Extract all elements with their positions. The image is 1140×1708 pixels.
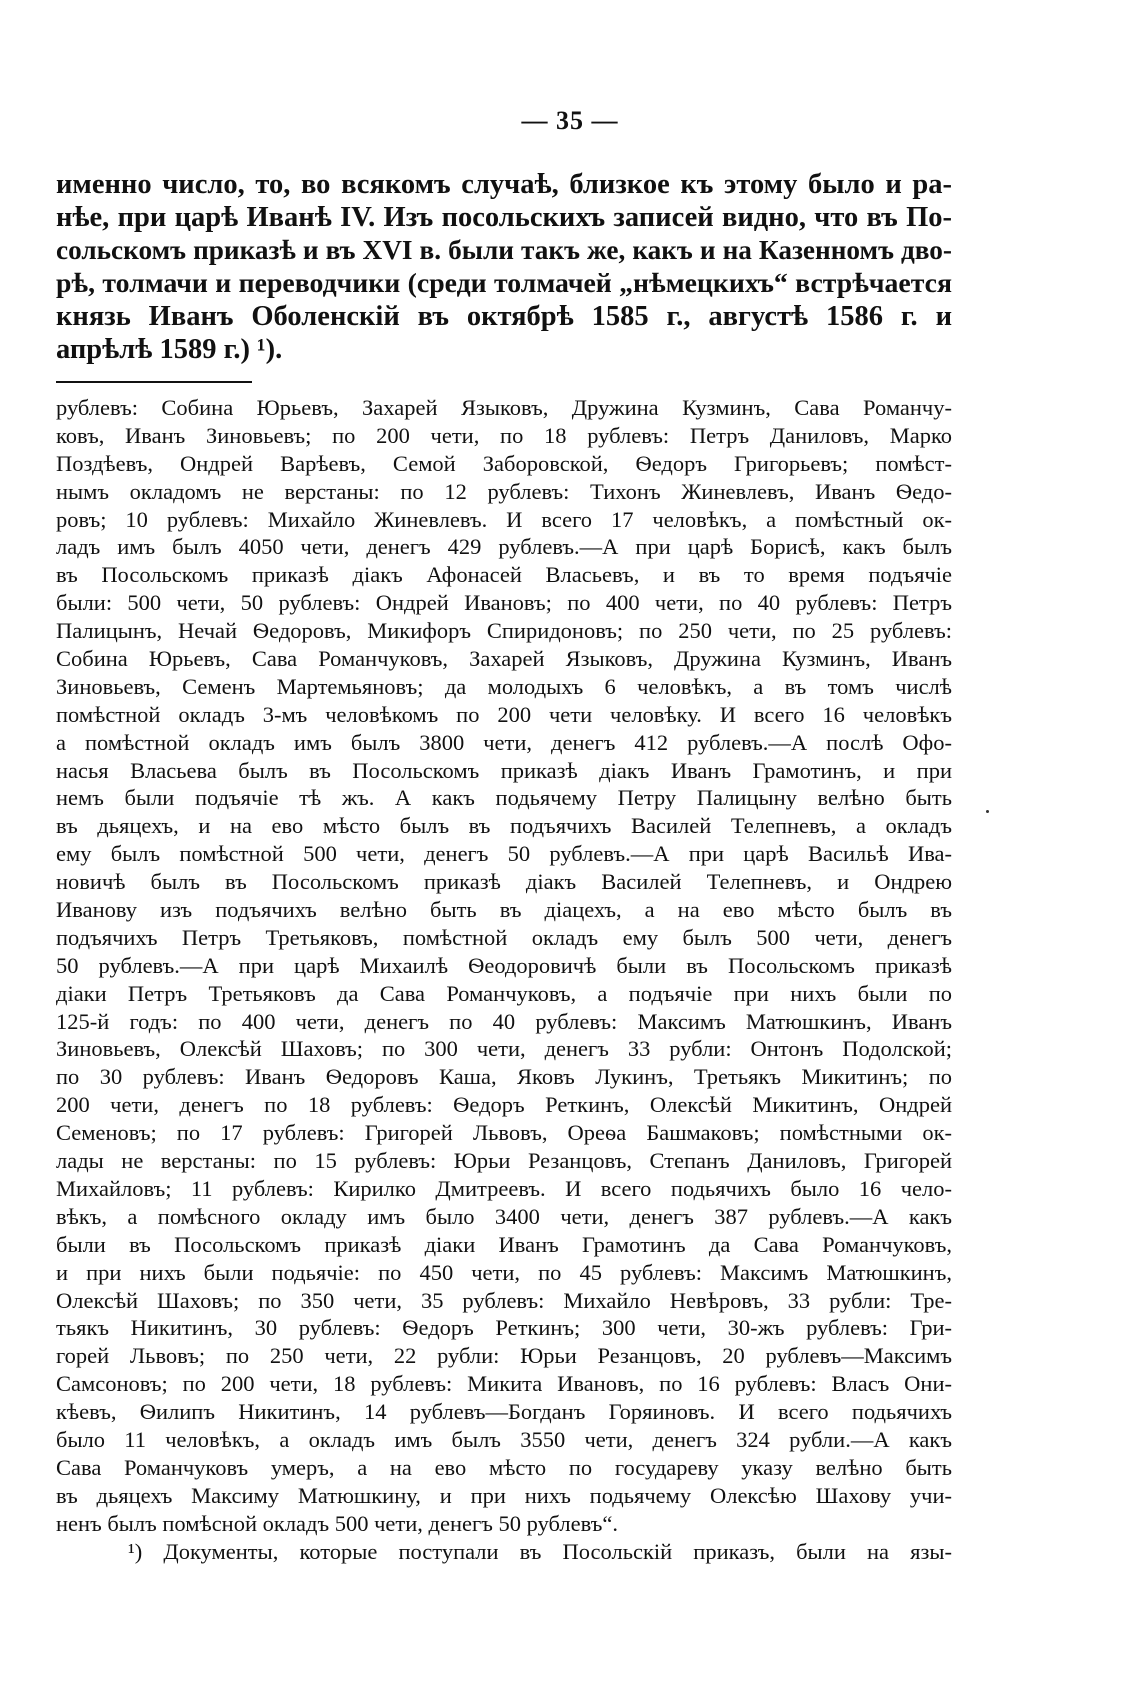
footnote-line: Семеновъ; по 17 рублевъ: Григорей Львовъ, Ореѳа Башмаковъ; помѣстными ок-	[56, 1120, 952, 1146]
footnote-line: Палицынъ, Нечай Ѳедоровъ, Микифоръ Спиридоновъ; по 250 чети, по 25 рублевъ:	[56, 618, 952, 644]
footnote-line: Поздѣевъ, Ондрей Варѣевъ, Семой Заборовской, Ѳедоръ Григорьевъ; помѣст-	[56, 450, 952, 476]
footnote-line: въ дьяцехъ Максиму Матюшкину, и при нихъ подьячему Олексѣю Шахову учи-	[56, 1482, 952, 1508]
footnote-line: подъячихъ Петръ Третьяковъ, помѣстной окладъ ему былъ 500 чети, денегъ	[56, 924, 952, 950]
footnote-line: ему былъ помѣстной 500 чети, денегъ 50 рублевъ.—А при царѣ Васильѣ Ива-	[56, 841, 952, 867]
footnote-line: горей Львовъ; по 250 чети, 22 рубли: Юрьи Резанцовъ, 20 рублевъ—Максимъ	[56, 1343, 952, 1369]
footnote-line: 50 рублевъ.—А при царѣ Михаилѣ Ѳеодоровичѣ были въ Посольскомъ приказѣ	[56, 952, 952, 978]
footnote-line: лады не верстаны: по 15 рублевъ: Юрьи Резанцовъ, Степанъ Даниловъ, Григорей	[56, 1148, 952, 1174]
footnote-line: 125-й годъ: по 400 чети, денегъ по 40 рублевъ: Максимъ Матюшкинъ, Иванъ	[56, 1008, 952, 1034]
footnote-line: діаки Петръ Третьяковъ да Сава Романчуковъ, а подъячіе при нихъ были по	[56, 980, 952, 1006]
footnote-divider	[56, 381, 252, 383]
footnote-line: по 30 рублевъ: Иванъ Ѳедоровъ Каша, Яковъ Лукинъ, Третьякъ Микитинъ; по	[56, 1064, 952, 1090]
footnote-line: ковъ, Иванъ Зиновьевъ; по 200 чети, по 18 рублевъ: Петръ Даниловъ, Марко	[56, 422, 952, 448]
footnote-line: въ дьяцехъ, и на ево мѣсто былъ въ подъячихъ Василей Телепневъ, а окладъ	[56, 813, 952, 839]
footnote-line: немъ были подъячіе тѣ жъ. А какъ подьячему Петру Палицыну велѣно быть	[56, 785, 952, 811]
main-line: сольскомъ приказѣ и въ XVI в. были такъ же, какъ и на Казенномъ дво-	[56, 235, 952, 265]
footnote-line: было 11 человѣкъ, а окладъ имъ былъ 3550 чети, денегъ 324 рубли.—А какъ	[56, 1426, 952, 1452]
footnote-line: въ Посольскомъ приказѣ діакъ Афонасей Власьевъ, и въ то время подъячіе	[56, 562, 952, 588]
footnote-line: Зиновьевъ, Семенъ Мартемьяновъ; да молодыхъ 6 человѣкъ, а въ томъ числѣ	[56, 673, 952, 699]
footnote-line: а помѣстной окладъ имъ былъ 3800 чети, денегъ 412 рублевъ.—А послѣ Офо-	[56, 729, 952, 755]
footnote-line: и при нихъ были подьячіе: по 450 чети, по 45 рублевъ: Максимъ Матюшкинъ,	[56, 1259, 952, 1285]
footnote-line: Самсоновъ; по 200 чети, 18 рублевъ: Микита Ивановъ, по 16 рублевъ: Власъ Они-	[56, 1371, 952, 1397]
footnote-line: ненъ былъ помѣсной окладъ 500 чети, денегъ 50 рублевъ“.	[56, 1510, 618, 1536]
footnote-line: Сава Романчуковъ умеръ, а на ево мѣсто по государеву указу велѣно быть	[56, 1454, 952, 1480]
footnote-line: нымъ окладомъ не верстаны: по 12 рублевъ: Тихонъ Жиневлевъ, Иванъ Ѳедо-	[56, 478, 952, 504]
footnote-line: были: 500 чети, 50 рублевъ: Ондрей Ивановъ; по 400 чети, по 40 рублевъ: Петръ	[56, 590, 952, 616]
page-number: — 35 —	[521, 106, 619, 135]
footnote-line: были въ Посольскомъ приказѣ діаки Иванъ Грамотинъ да Сава Романчуковъ,	[56, 1231, 952, 1257]
main-line: рѣ, толмачи и переводчики (среди толмачей „нѣмецкихъ“ встрѣчается	[56, 268, 952, 299]
footnote-line: Михайловъ; 11 рублевъ: Кирилко Дмитреевъ. И всего подьячихъ было 16 чело-	[56, 1175, 952, 1201]
footnote-line: новичѣ былъ въ Посольскомъ приказѣ діакъ Василей Телепневъ, и Ондрею	[56, 869, 952, 895]
main-line: именно число, то, во всякомъ случаѣ, близкое къ этому было и ра-	[56, 169, 952, 200]
footnote-line: тьякъ Никитинъ, 30 рублевъ: Ѳедоръ Реткинъ; 300 чети, 30-жъ рублевъ: Гри-	[56, 1315, 952, 1341]
main-line: князь Иванъ Оболенскій въ октябрѣ 1585 г., августѣ 1586 г. и	[56, 301, 952, 332]
main-line: нѣе, при царѣ Иванѣ IV. Изъ посольскихъ записей видно, что въ По-	[56, 202, 952, 233]
footnote-line: ладъ имъ былъ 4050 чети, денегъ 429 рублевъ.—А при царѣ Борисѣ, какъ былъ	[56, 534, 952, 560]
footnote-block	[56, 394, 952, 1565]
main-line: апрѣлѣ 1589 г.) ¹).	[56, 334, 283, 365]
main-paragraph	[56, 168, 952, 366]
footnote-line: Иванову изъ подъячихъ велѣно быть въ діацехъ, а на ево мѣсто былъ въ	[56, 897, 952, 923]
footnote-line: Зиновьевъ, Олексѣй Шаховъ; по 300 чети, денегъ 33 рубли: Онтонъ Подолской;	[56, 1036, 952, 1062]
footnote-1: ¹) Документы, которые поступали въ Посольскій приказъ, были на язы-	[128, 1538, 952, 1564]
footnote-line: 200 чети, денегъ по 18 рублевъ: Ѳедоръ Реткинъ, Олексѣй Микитинъ, Ондрей	[56, 1092, 952, 1118]
stray-ink-mark	[986, 810, 989, 813]
footnote-line: помѣстной окладъ 3-мъ человѣкомъ по 200 чети человѣку. И всего 16 человѣкъ	[56, 701, 952, 727]
footnote-line: ровъ; 10 рублевъ: Михайло Жиневлевъ. И всего 17 человѣкъ, а помѣстный ок-	[56, 506, 952, 532]
footnote-line: Собина Юрьевъ, Сава Романчуковъ, Захарей Языковъ, Дружина Кузминъ, Иванъ	[56, 646, 952, 672]
footnote-line: насья Власьева былъ въ Посольскомъ приказѣ діакъ Иванъ Грамотинъ, и при	[56, 757, 952, 783]
footnote-line: Олексѣй Шаховъ; по 350 чети, 35 рублевъ: Михайло Невѣровъ, 33 рубли: Тре-	[56, 1287, 952, 1313]
footnote-line: вѣкъ, а помѣсного окладу имъ было 3400 чети, денегъ 387 рублевъ.—А какъ	[56, 1203, 952, 1229]
footnote-line: кѣевъ, Ѳилипъ Никитинъ, 14 рублевъ—Богданъ Горяиновъ. И всего подьячихъ	[56, 1399, 952, 1425]
footnote-line: рублевъ: Собина Юрьевъ, Захарей Языковъ, Дружина Кузминъ, Сава Романчу-	[56, 395, 952, 420]
